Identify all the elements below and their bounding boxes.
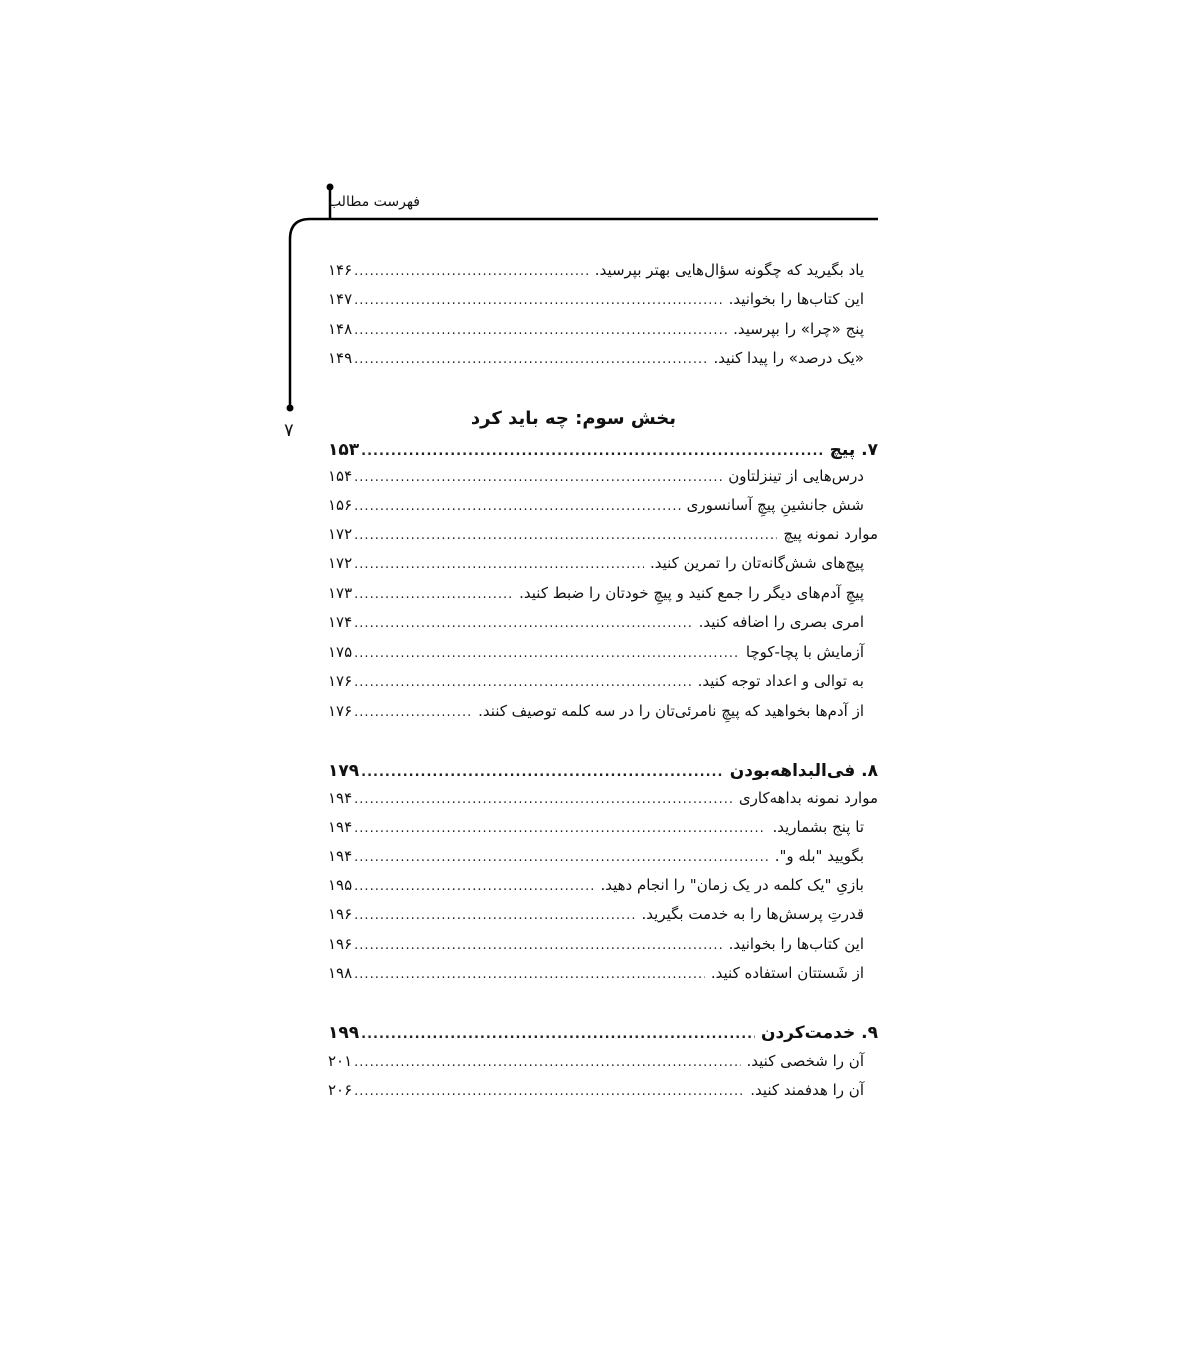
entry-page: ۱۹۴	[328, 847, 353, 865]
entry-title: بازیِ "یک کلمه در یک زمان" را انجام دهید.	[600, 876, 864, 894]
toc-entry[interactable]	[328, 643, 864, 669]
entry-title: آن را هدفمند کنید.	[750, 1081, 864, 1099]
leader-dots	[361, 445, 824, 458]
leader-dots	[354, 617, 692, 630]
entry-title: شش جانشینِ پیچِ آسانسوری	[686, 496, 864, 514]
entry-page: ۲۰۶	[328, 1081, 353, 1099]
toc-entry[interactable]	[328, 935, 864, 961]
leader-dots	[354, 588, 513, 601]
leader-dots	[354, 968, 705, 981]
entry-title: این کتاب‌ها را بخوانید.	[728, 935, 864, 953]
entry-title: آن را شخصی کنید.	[746, 1052, 864, 1070]
toc-entry[interactable]	[328, 847, 864, 873]
entry-title: یاد بگیرید که چگونه سؤال‌هایی بهتر بپرسید.	[594, 261, 864, 279]
entry-page: ۱۴۷	[328, 290, 353, 308]
entry-page: ۱۴۹	[328, 349, 353, 367]
chapter-entry[interactable]	[328, 761, 878, 787]
entry-title: از آدم‌ها بخواهید که پیچِ نامرئی‌تان را در سه کلمه توصیف کنند.	[478, 702, 864, 720]
entry-page: ۱۷۶	[328, 702, 353, 720]
leader-dots	[354, 1085, 744, 1098]
toc-entry[interactable]	[328, 496, 864, 522]
toc-entry[interactable]	[328, 584, 864, 610]
chapter-page: ۱۹۹	[328, 1023, 360, 1043]
entry-page: ۱۷۶	[328, 672, 353, 690]
chapter-page: ۱۵۳	[328, 440, 360, 460]
leader-dots	[354, 851, 769, 864]
leader-dots	[361, 766, 724, 779]
bottom-dot	[287, 405, 294, 412]
leader-dots	[354, 471, 722, 484]
toc-entry[interactable]	[328, 702, 864, 728]
entry-page: ۱۹۸	[328, 964, 353, 982]
entry-page: ۱۹۴	[328, 818, 353, 836]
entry-title: آزمایش با پچا-کوچا	[745, 643, 864, 661]
toc-entry[interactable]	[328, 964, 864, 990]
leader-dots	[354, 1056, 740, 1069]
leader-dots	[354, 294, 722, 307]
page-number: ۷	[284, 420, 294, 441]
entry-page: ۱۹۴	[328, 789, 353, 807]
entry-page: ۱۷۴	[328, 613, 353, 631]
entry-title: پنج «چرا» را بپرسید.	[733, 320, 864, 338]
entry-title: پیچ‌های شش‌گانه‌تان را تمرین کنید.	[649, 554, 864, 572]
leader-dots	[354, 500, 681, 513]
leader-dots	[354, 880, 594, 893]
leader-dots	[354, 324, 727, 337]
entry-page: ۱۵۶	[328, 496, 353, 514]
toc-entry[interactable]	[328, 467, 864, 493]
entry-title: موارد نمونه پیچ	[783, 525, 878, 543]
toc-entry[interactable]	[328, 349, 864, 375]
entry-page: ۱۹۵	[328, 876, 353, 894]
entry-title: پیچِ آدم‌های دیگر را جمع کنید و پیچِ خودتان را ضبط کنید.	[519, 584, 864, 602]
entry-page: ۱۷۲	[328, 525, 353, 543]
entry-page: ۱۷۲	[328, 554, 353, 572]
leader-dots	[354, 793, 733, 806]
entry-title: «یک درصد» را پیدا کنید.	[713, 349, 864, 367]
section-heading: بخش سوم: چه باید کرد	[470, 408, 676, 429]
entry-title: درس‌هایی از تینزلتاون	[728, 467, 864, 485]
entry-title: قدرتِ پرسش‌ها را به خدمت بگیرید.	[641, 905, 864, 923]
chapter-title: ۷. پیچ	[829, 440, 878, 460]
entry-page: ۱۵۴	[328, 467, 353, 485]
entry-title: امری بصری را اضافه کنید.	[698, 613, 864, 631]
toc-entry[interactable]	[328, 1081, 864, 1107]
leader-dots	[354, 558, 644, 571]
chapter-title: ۸. فی‌البداهه‌بودن	[729, 761, 878, 781]
entry-page: ۱۷۵	[328, 643, 353, 661]
leader-dots	[354, 939, 722, 952]
leader-dots	[354, 529, 777, 542]
leader-dots	[354, 676, 691, 689]
toc-entry[interactable]	[328, 525, 878, 551]
toc-entry[interactable]	[328, 672, 864, 698]
toc-entry[interactable]	[328, 789, 878, 815]
leader-dots	[361, 1028, 755, 1041]
toc-entry[interactable]	[328, 876, 864, 902]
entry-title: موارد نمونه بداهه‌کاری	[738, 789, 878, 807]
entry-title: به توالی و اعداد توجه کنید.	[697, 672, 864, 690]
entry-title: بگویید "بله و".	[774, 847, 864, 865]
entry-page: ۱۴۶	[328, 261, 353, 279]
entry-page: ۱۹۶	[328, 935, 353, 953]
leader-dots	[354, 265, 589, 278]
toc-entry[interactable]	[328, 290, 864, 316]
toc-entry[interactable]	[328, 905, 864, 931]
entry-page: ۲۰۱	[328, 1052, 353, 1070]
chapter-page: ۱۷۹	[328, 761, 360, 781]
toc-entry[interactable]	[328, 613, 864, 639]
toc-entry[interactable]	[328, 1052, 864, 1078]
chapter-entry[interactable]	[328, 440, 878, 466]
leader-dots	[354, 822, 766, 835]
leader-dots	[354, 353, 707, 366]
leader-dots	[354, 706, 472, 719]
entry-title: تا پنج بشمارید.	[772, 818, 864, 836]
toc-entry[interactable]	[328, 554, 864, 580]
toc-entry[interactable]	[328, 320, 864, 346]
entry-page: ۱۴۸	[328, 320, 353, 338]
leader-dots	[354, 909, 635, 922]
entry-page: ۱۷۳	[328, 584, 353, 602]
chapter-entry[interactable]	[328, 1023, 878, 1049]
entry-title: این کتاب‌ها را بخوانید.	[728, 290, 864, 308]
entry-page: ۱۹۶	[328, 905, 353, 923]
entry-title: از شَستتان استفاده کنید.	[710, 964, 864, 982]
chapter-title: ۹. خدمت‌کردن	[760, 1023, 878, 1043]
toc-entry[interactable]	[328, 261, 864, 287]
header-title: فهرست مطالب	[327, 194, 420, 210]
toc-entry[interactable]	[328, 818, 864, 844]
leader-dots	[354, 647, 740, 660]
